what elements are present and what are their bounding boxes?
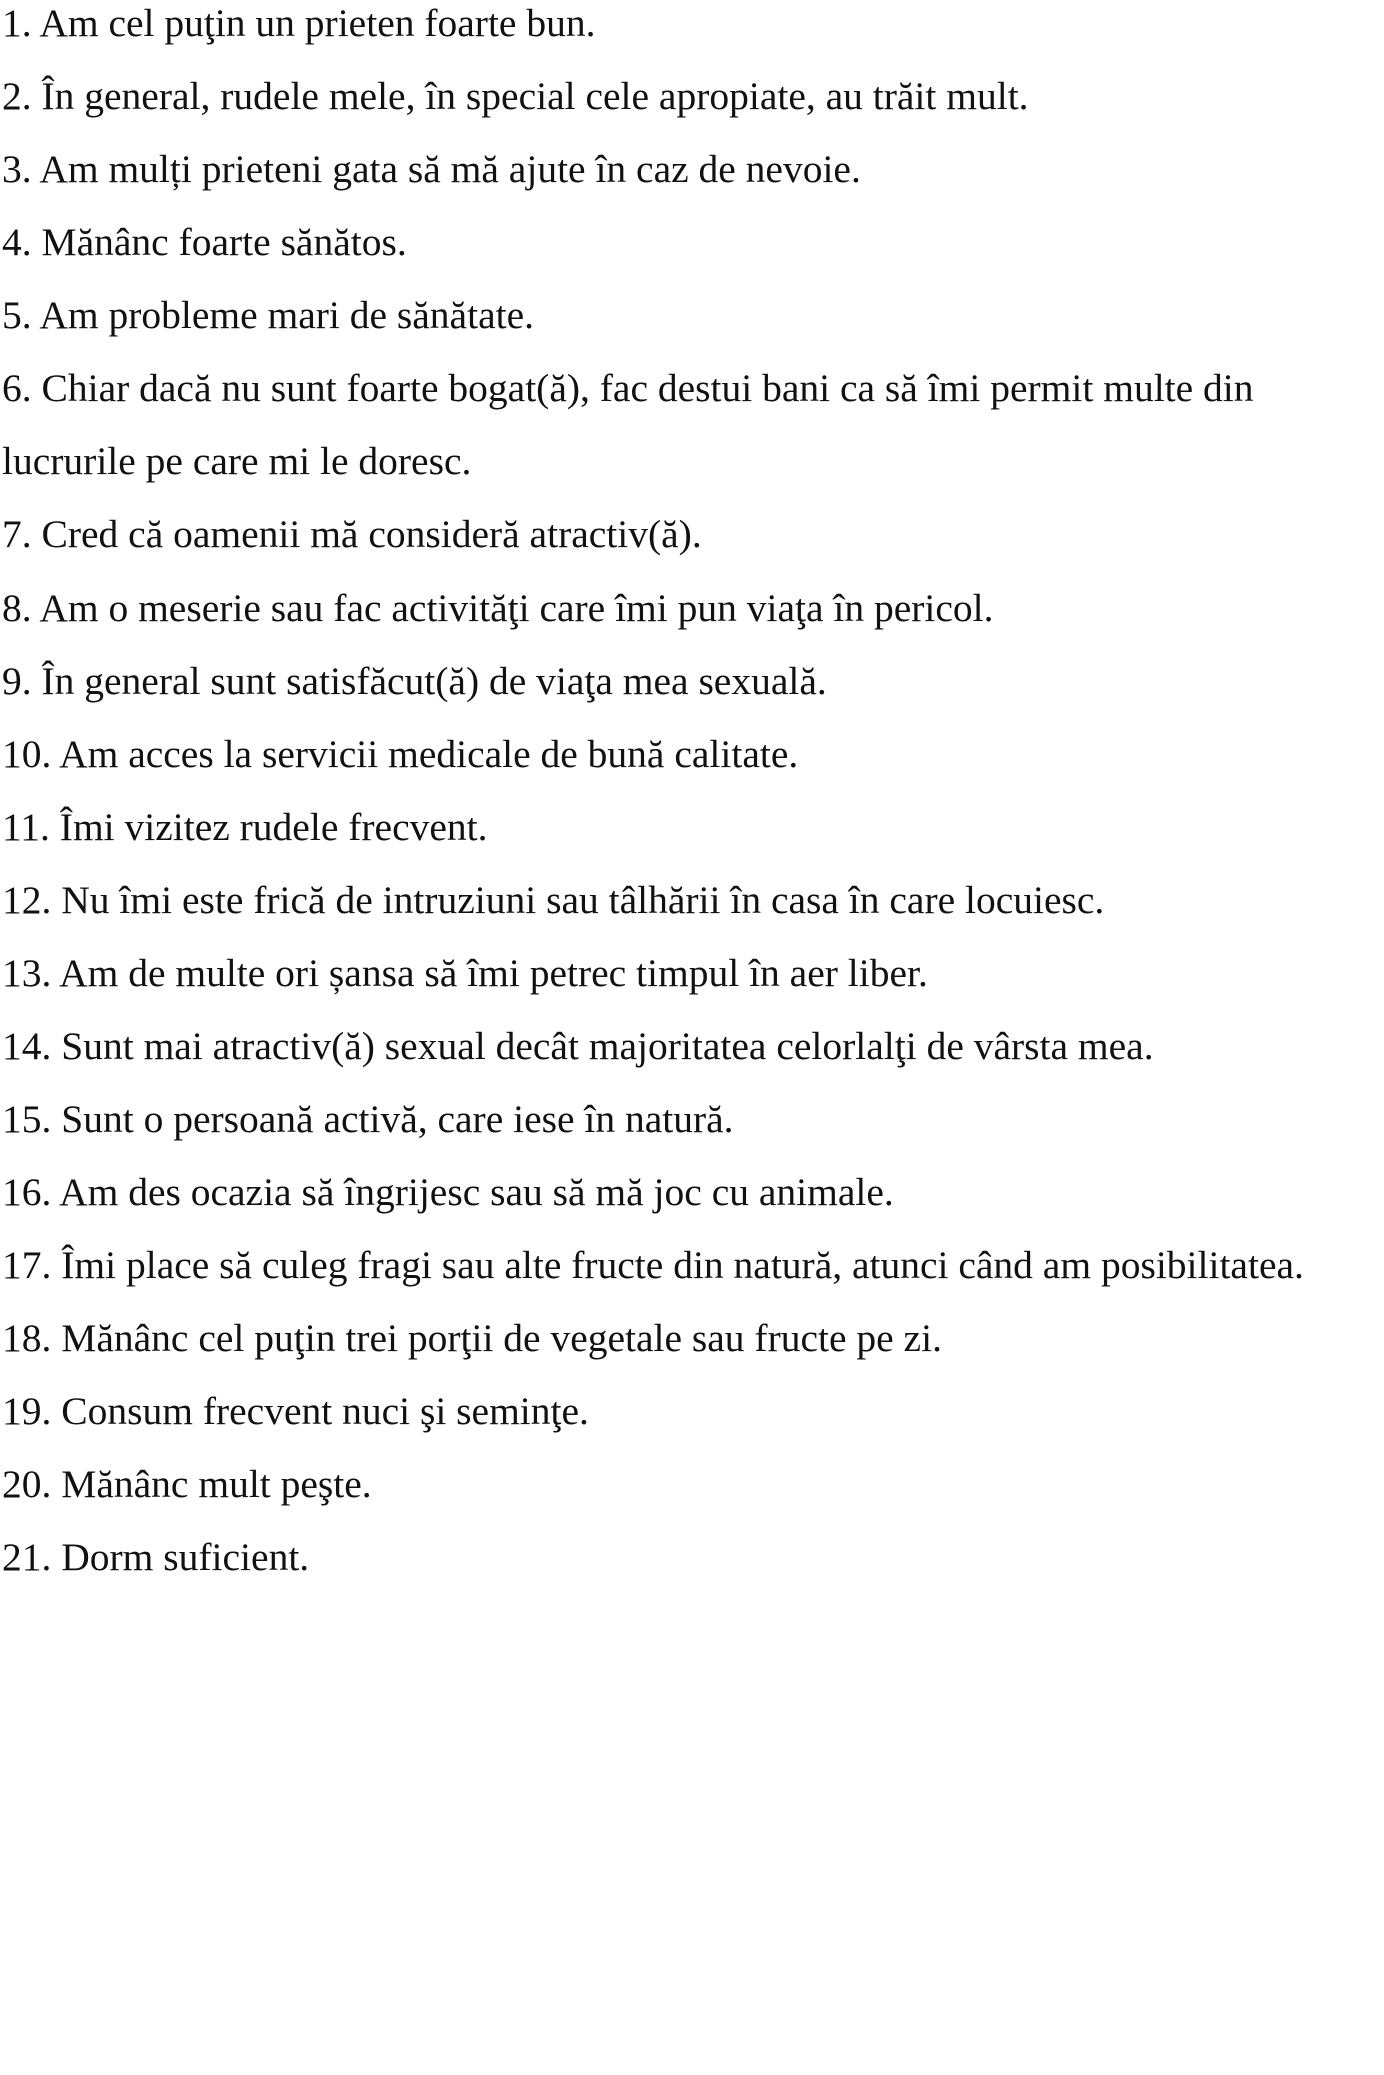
list-item: 14. Sunt mai atractiv(ă) sexual decât majoritatea celorlalţi de vârsta mea. xyxy=(2,1024,1154,1068)
list-item: 16. Am des ocazia să îngrijesc sau să mă joc cu animale. xyxy=(2,1170,894,1214)
list-item: 4. Mănânc foarte sănătos. xyxy=(2,220,407,264)
list-item: 18. Mănânc cel puţin trei porţii de vegetale sau fructe pe zi. xyxy=(2,1316,942,1360)
list-item: 3. Am mulți prieteni gata să mă ajute în caz de nevoie. xyxy=(2,147,861,191)
list-item: 12. Nu îmi este frică de intruziuni sau tâlhării în casa în care locuiesc. xyxy=(2,878,1105,922)
list-item: 2. În general, rudele mele, în special cele apropiate, au trăit mult. xyxy=(2,74,1029,118)
list-item: 11. Îmi vizitez rudele frecvent. xyxy=(2,805,488,849)
list-item: 9. În general sunt satisfăcut(ă) de viaţa mea sexuală. xyxy=(2,659,827,703)
list-item: 13. Am de multe ori șansa să îmi petrec timpul în aer liber. xyxy=(2,951,928,995)
list-item: 6. Chiar dacă nu sunt foarte bogat(ă), fac destui bani ca să îmi permit multe din xyxy=(2,366,1254,410)
list-item: 10. Am acces la servicii medicale de bună calitate. xyxy=(2,732,799,776)
list-item: 19. Consum frecvent nuci şi seminţe. xyxy=(2,1389,589,1433)
list-item: 8. Am o meserie sau fac activităţi care îmi pun viaţa în pericol. xyxy=(2,586,994,630)
list-item: 7. Cred că oamenii mă consideră atractiv(ă). xyxy=(2,512,702,556)
list-item: 20. Mănânc mult peşte. xyxy=(2,1462,372,1506)
list-item: 21. Dorm suficient. xyxy=(2,1535,310,1579)
list-item: 15. Sunt o persoană activă, care iese în natură. xyxy=(2,1097,734,1141)
list-item: 17. Îmi place să culeg fragi sau alte fructe din natură, atunci când am posibilitatea. xyxy=(2,1243,1304,1287)
list-item: 1. Am cel puţin un prieten foarte bun. xyxy=(2,1,596,45)
list-item-continuation: lucrurile pe care mi le doresc. xyxy=(2,439,472,483)
list-item: 5. Am probleme mari de sănătate. xyxy=(2,293,534,337)
